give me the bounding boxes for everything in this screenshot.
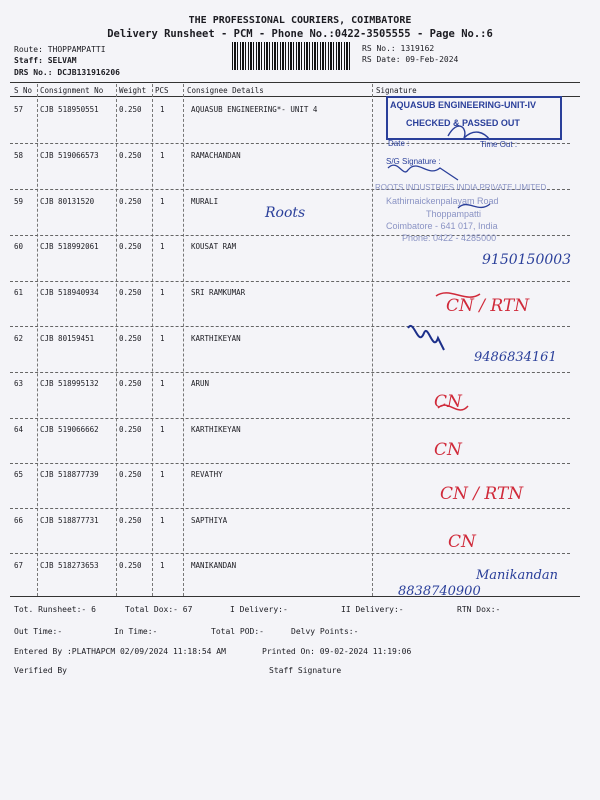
row-pcs: 1 [160,288,165,297]
header-rule-top [10,82,580,83]
row-sno: 64 [14,425,24,434]
row-consignee: RAMACHANDAN [191,151,241,160]
out-time: Out Time:- [14,627,63,636]
row-weight: 0.250 [119,288,142,297]
rtn-dox: RTN Dox:- [457,605,501,614]
stamp-faint-line3: Thoppampatti [426,209,482,219]
row-consignee: KARTHIKEYAN [191,334,241,343]
row-sno: 67 [14,561,24,570]
row-consignment: CJB 80159451 [40,334,95,343]
row-consignment: CJB 519066662 [40,425,99,434]
col-divider [152,84,153,596]
row-consignment: CJB 518877739 [40,470,99,479]
col-signature: Signature [376,86,417,95]
company-title: THE PROFESSIONAL COURIERS, COIMBATORE [188,15,412,26]
row-sno: 66 [14,516,24,525]
rs-number: RS No.: 1319162 [362,44,435,53]
row-weight: 0.250 [119,379,142,388]
route-label: Route: THOPPAMPATTI [14,45,106,54]
row-pcs: 1 [160,105,165,114]
row-weight: 0.250 [119,242,142,251]
col-divider [116,84,117,596]
total-pod: Total POD:- [211,627,264,636]
printed-on: Printed On: 09-02-2024 11:19:06 [262,647,412,656]
row-consignee: AQUASUB ENGINEERING*- UNIT 4 [191,105,318,114]
verified-by: Verified By [14,666,67,675]
row-weight: 0.250 [119,334,142,343]
row-consignee: MURALI [191,197,219,206]
col-weight: Weight [119,86,147,95]
row-consignment: CJB 518992061 [40,242,99,251]
drs-label: DRS No.: DCJB131916206 [14,68,120,77]
stamp-faint-line2: Kathirnaickenpalayam Road [386,196,499,206]
total-runsheet: Tot. Runsheet:- 6 [14,605,96,614]
row-pcs: 1 [160,470,165,479]
stamp-faint-line1: ROOTS INDUSTRIES INDIA PRIVATE LIMITED [375,183,547,192]
row-weight: 0.250 [119,105,142,114]
row-weight: 0.250 [119,561,142,570]
row-sno: 59 [14,197,24,206]
total-dox: Total Dox:- 67 [125,605,193,614]
col-divider [183,84,184,596]
row-weight: 0.250 [119,425,142,434]
stamp-date-label: Date : [388,139,410,148]
stamp-sign-label: S/G Signature : [386,157,441,166]
row-sno: 63 [14,379,24,388]
handwritten-cn: CN [434,392,462,412]
runsheet-title: Delivery Runsheet - PCM - Phone No.:0422-3505555 - Page No.:6 [107,28,493,40]
row-sno: 65 [14,470,24,479]
row-pcs: 1 [160,197,165,206]
row-consignee: KOUSAT RAM [191,242,237,251]
row-weight: 0.250 [119,516,142,525]
row-consignee: ARUN [191,379,210,388]
col-sno: S No [14,86,33,95]
col-divider [37,84,38,596]
i-delivery: I Delivery:- [230,605,288,614]
row-sno: 58 [14,151,24,160]
row-pcs: 1 [160,425,165,434]
row-sno: 62 [14,334,24,343]
table-bottom-rule [10,596,580,597]
handwritten-cn: CN [434,440,462,460]
col-consignment: Consignment No [40,86,104,95]
rs-date: RS Date: 09-Feb-2024 [362,55,459,64]
staff-signature: Staff Signature [269,666,342,675]
handwritten-manikandan: Manikandan [476,568,559,583]
staff-label: Staff: SELVAM [14,56,77,65]
row-consignee: SAPTHIYA [191,516,228,525]
row-pcs: 1 [160,561,165,570]
row-weight: 0.250 [119,151,142,160]
stamp-checked: CHECKED & PASSED OUT [406,118,520,128]
col-divider [372,84,373,596]
row-consignment: CJB 518995132 [40,379,99,388]
barcode [232,42,352,70]
row-pcs: 1 [160,379,165,388]
handwritten-roots: Roots [265,205,306,221]
row-weight: 0.250 [119,197,142,206]
row-consignee: REVATHY [191,470,223,479]
handwritten-cn-rtn: CN / RTN [446,296,530,316]
row-sno: 61 [14,288,24,297]
row-consignment: CJB 518273653 [40,561,99,570]
row-weight: 0.250 [119,470,142,479]
handwritten-phone-2: 9486834161 [474,350,557,365]
row-consignee: MANIKANDAN [191,561,237,570]
row-consignment: CJB 518940934 [40,288,99,297]
row-consignment: CJB 80131520 [40,197,95,206]
row-pcs: 1 [160,334,165,343]
stamp-faint-line4: Coimbatore - 641 017, India [386,221,498,231]
row-sno: 60 [14,242,24,251]
row-pcs: 1 [160,151,165,160]
row-consignment: CJB 519066573 [40,151,99,160]
row-sno: 57 [14,105,24,114]
row-consignee: KARTHIKEYAN [191,425,241,434]
row-consignee: SRI RAMKUMAR [191,288,246,297]
handwritten-cn: CN [448,532,476,552]
row-pcs: 1 [160,516,165,525]
in-time: In Time:- [114,627,158,636]
ii-delivery: II Delivery:- [341,605,404,614]
row-consignment: CJB 518950551 [40,105,99,114]
row-divider [10,553,570,554]
handwritten-phone-3: 8838740900 [398,584,481,599]
row-consignment: CJB 518877731 [40,516,99,525]
stamp-faint-line5: Phone: 0422 - 4285000 [402,233,497,243]
stamp-timeout-label: Time Out : [480,140,518,149]
row-pcs: 1 [160,242,165,251]
col-pcs: PCS [155,86,169,95]
entered-by: Entered By :PLATHAPCM 02/09/2024 11:18:54 AM [14,647,226,656]
stamp-company: AQUASUB ENGINEERING-UNIT-IV [390,100,537,110]
handwritten-phone-1: 9150150003 [482,252,572,268]
col-consignee: Consignee Details [187,86,264,95]
delivery-points: Delvy Points:- [291,627,359,636]
handwritten-cn-rtn: CN / RTN [440,484,524,504]
row-divider [10,508,570,509]
